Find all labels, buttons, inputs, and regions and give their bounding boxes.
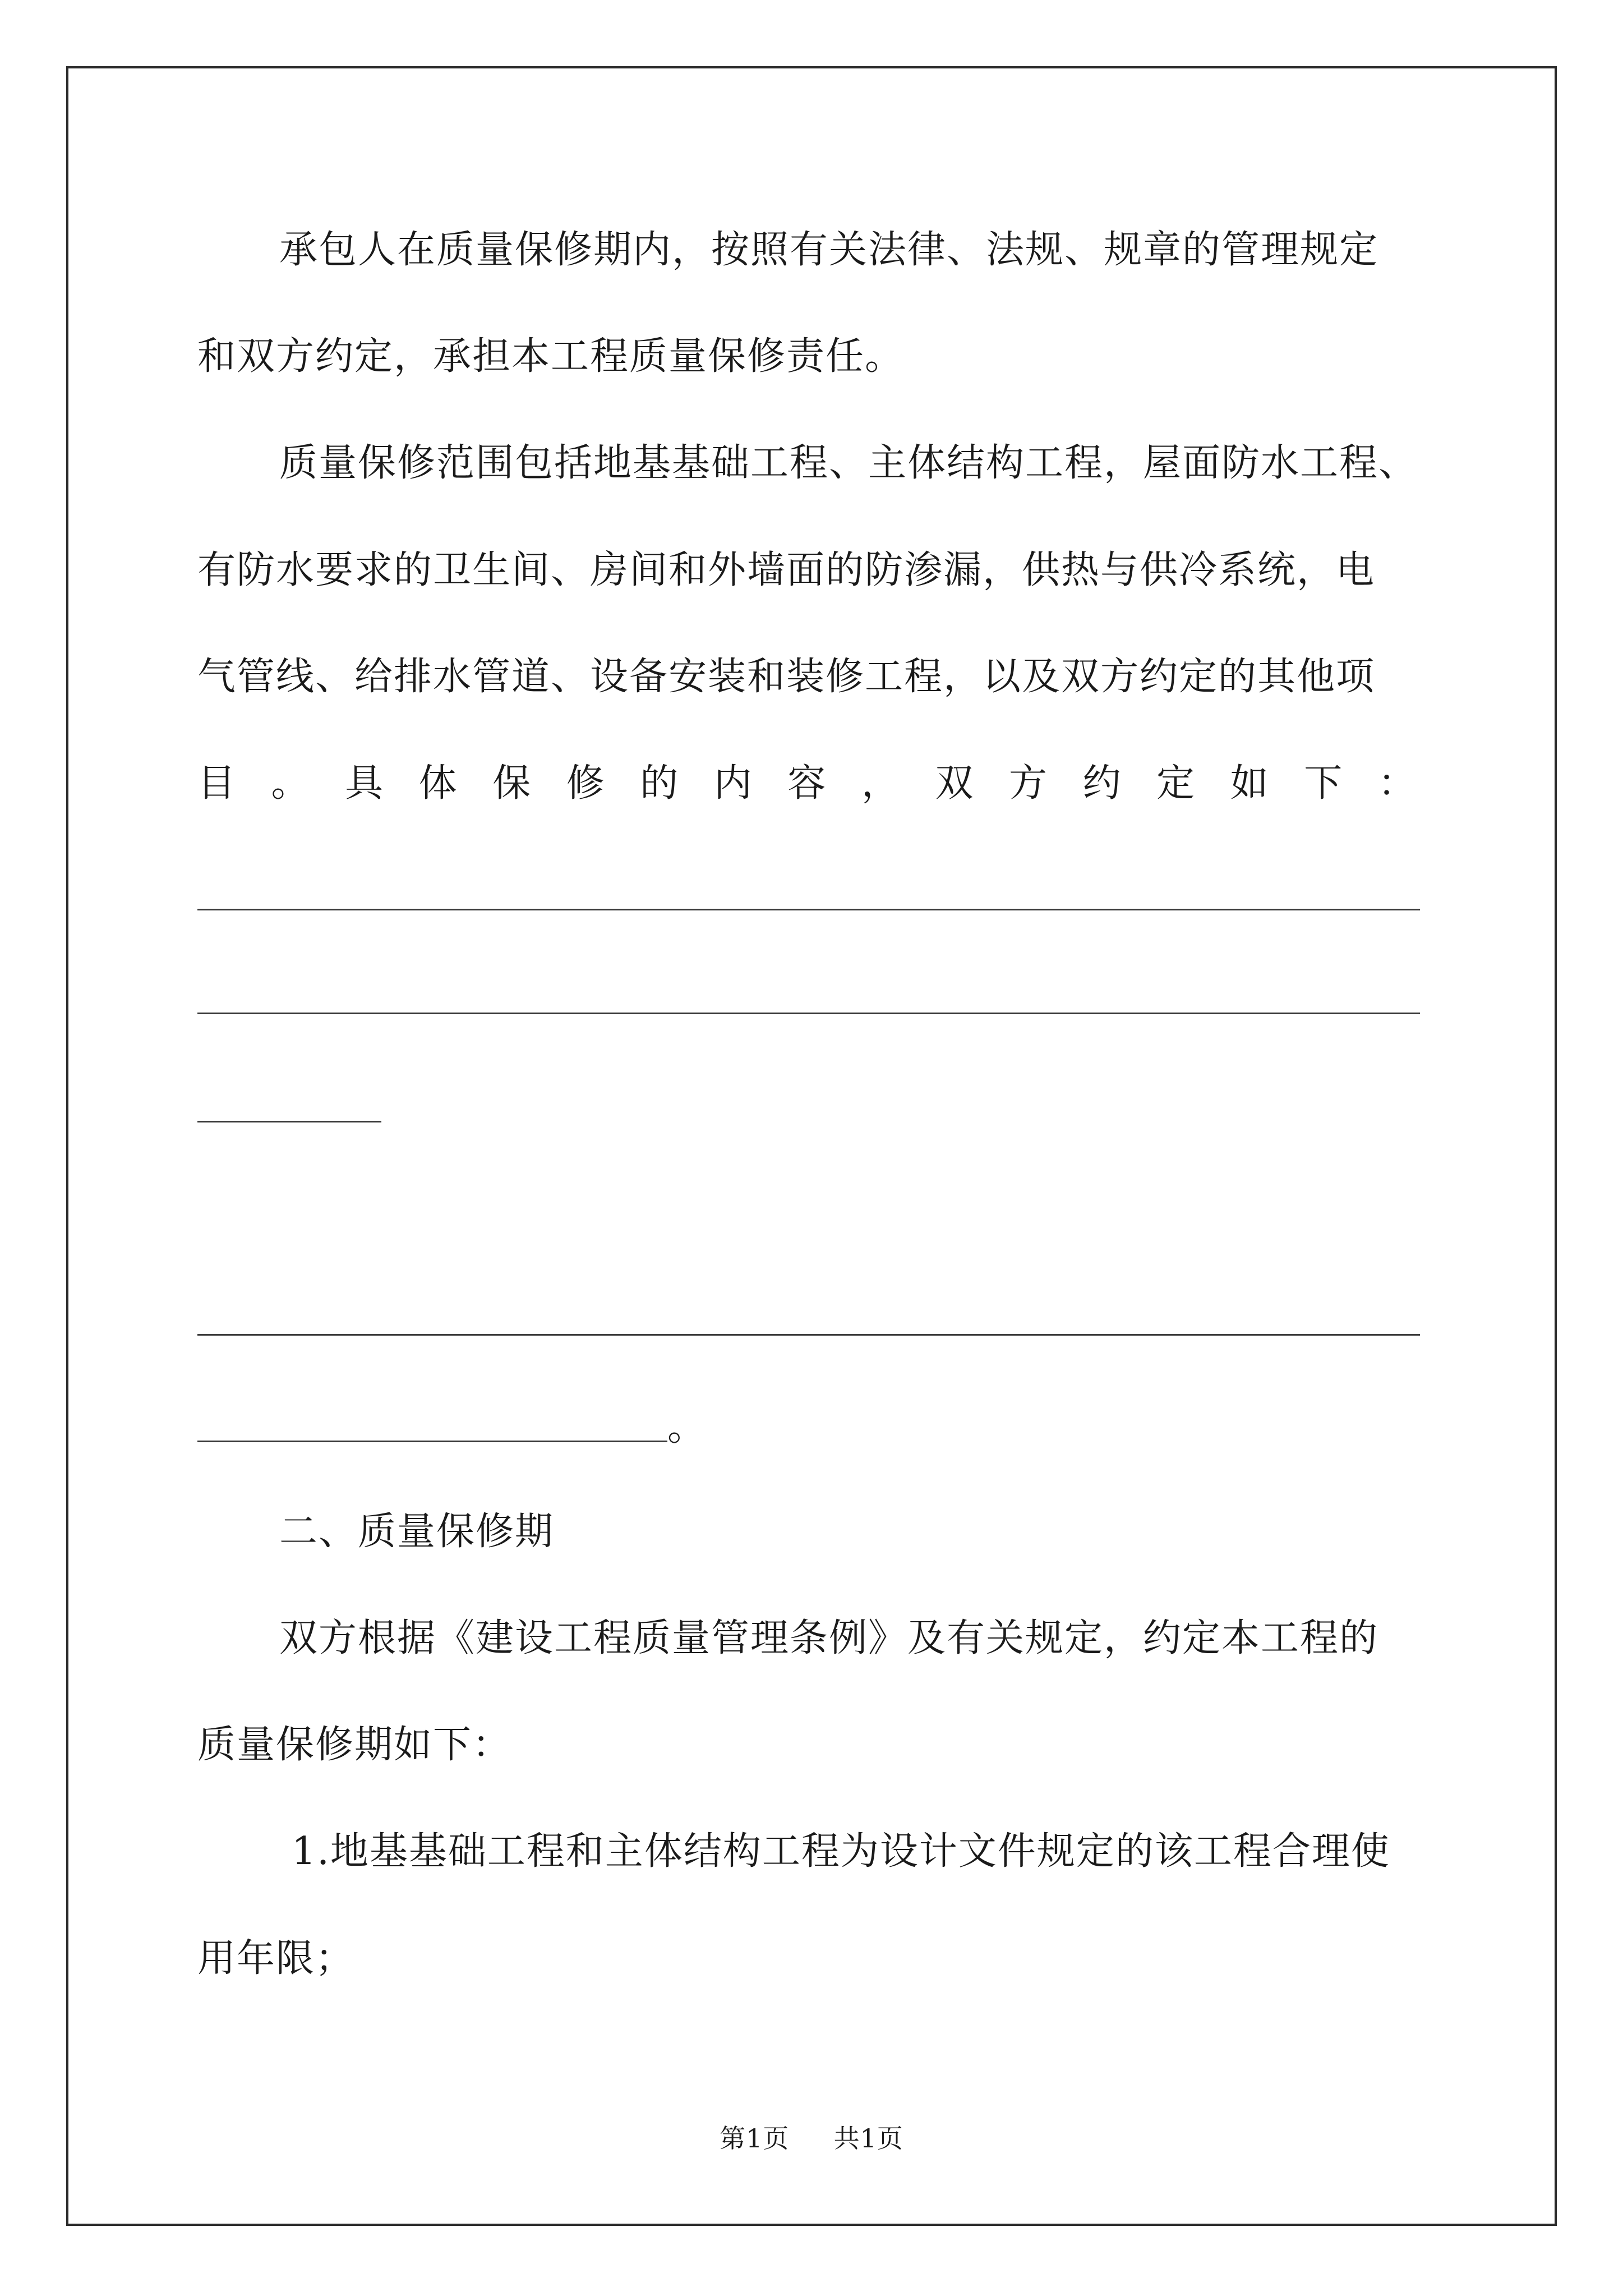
- char: ，: [861, 761, 901, 806]
- char: 的: [640, 761, 680, 806]
- page-number-total: 共1页: [833, 2123, 903, 2154]
- char: 修: [566, 761, 606, 806]
- fill-in-blank-line: [197, 909, 1420, 910]
- char: 如: [1230, 761, 1270, 806]
- char: 体: [418, 761, 458, 806]
- char: 内: [713, 761, 753, 806]
- paragraph-2-line-1: 质量保修范围包括地基基础工程、主体结构工程，屋面防水工程、: [279, 441, 1418, 485]
- paragraph-3-line-1: 双方根据《建设工程质量管理条例》及有关规定，约定本工程的: [279, 1616, 1379, 1660]
- fill-in-blank-line: [197, 1121, 381, 1122]
- char: 方: [1009, 761, 1049, 806]
- paragraph-4-line-2: 用年限；: [197, 1936, 355, 1981]
- section-heading: 二、质量保修期: [279, 1510, 555, 1554]
- char: 约: [1082, 761, 1122, 806]
- page-number-current: 第1页: [720, 2123, 790, 2154]
- char: 。: [271, 761, 311, 806]
- fill-in-blank-line: [197, 1334, 1420, 1336]
- page-footer: [0, 2122, 1623, 2155]
- paragraph-4-line-1: 1.地基基础工程和主体结构工程为设计文件规定的该工程合理使: [292, 1829, 1390, 1874]
- char: 保: [492, 761, 532, 806]
- char: 双: [935, 761, 975, 806]
- char: 容: [787, 761, 827, 806]
- paragraph-1-line-1: 承包人在质量保修期内，按照有关法律、法规、规章的管理规定: [279, 228, 1379, 272]
- char: ：: [1377, 761, 1417, 806]
- paragraph-1-line-2: 和双方约定，承担本工程质量保修责任。: [197, 334, 905, 379]
- char: 具: [345, 761, 385, 806]
- char: 定: [1156, 761, 1196, 806]
- paragraph-2-line-4: [197, 758, 1417, 809]
- paragraph-2-line-3: 气管线、给排水管道、设备安装和装修工程，以及双方约定的其他项: [197, 655, 1376, 699]
- char: 目: [197, 761, 237, 806]
- char: 下: [1304, 761, 1344, 806]
- page-border: [66, 66, 1557, 2226]
- paragraph-2-line-2: 有防水要求的卫生间、房间和外墙面的防渗漏，供热与供冷系统，电: [197, 548, 1376, 592]
- fill-in-blank-line: [197, 1441, 667, 1442]
- fill-in-blank-line: [197, 1013, 1420, 1014]
- paragraph-3-line-2: 质量保修期如下：: [197, 1723, 512, 1767]
- blank-end-period: 。: [667, 1405, 706, 1450]
